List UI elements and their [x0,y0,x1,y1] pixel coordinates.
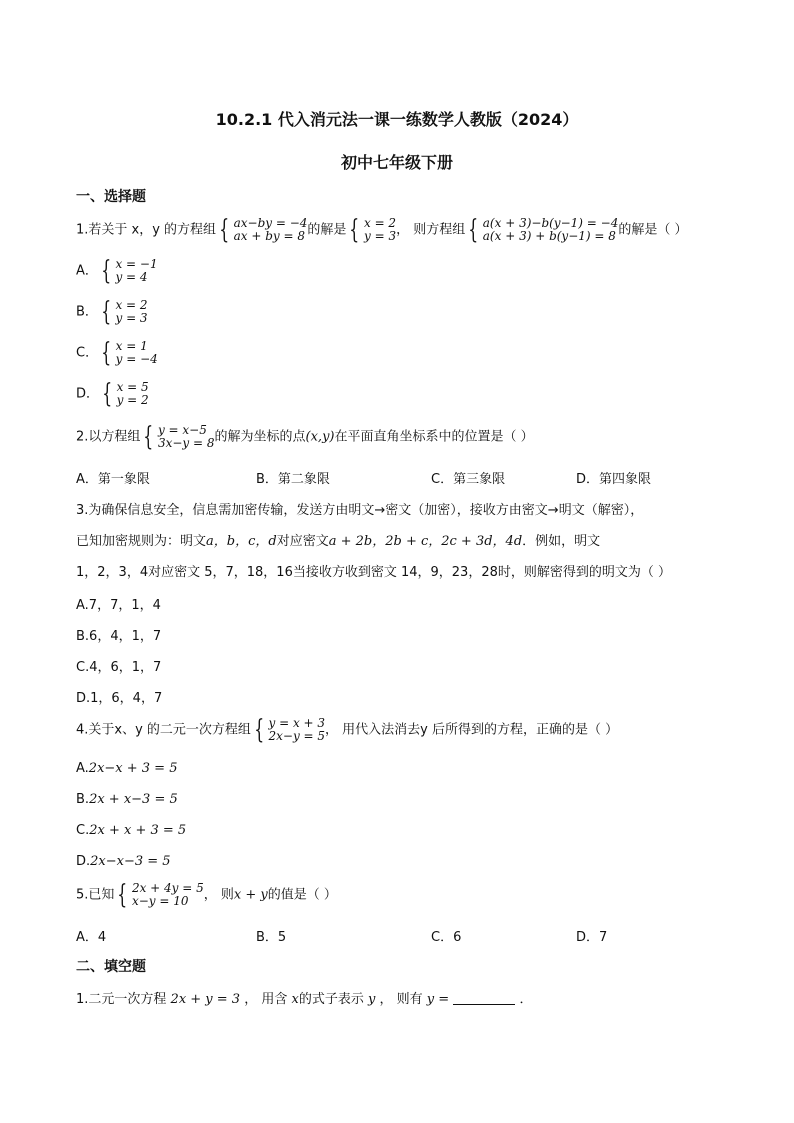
option-c[interactable]: C．6 [431,930,462,945]
option-a[interactable]: A.7，7，1，4 [76,598,161,613]
section-heading-choice: 一、选择题 [76,189,146,205]
option-c[interactable]: C.4，6，1，7 [76,660,162,675]
equation-system: { y = x + 3 2x−y = 5 [254,715,326,745]
equation-system: { a(x + 3)−b(y−1) = −4 a(x + 3) + b(y−1) = 8 [468,215,619,245]
question-2: 2.以方程组 { y = x−5 3x−y = 8 的解为坐标的点(x,y)在平面直角坐标系中的位置是（ ） [76,422,534,452]
question-3-line-3: 1，2，3，4对应密文 5，7，18，16当接收方收到密文 14，9，23，28时，则解密得到的明文为（ ） [76,565,672,580]
equation-system: { x = 2 y = 3 [349,215,397,245]
option-a[interactable]: A．4 [76,930,107,945]
equation-system: { y = x−5 3x−y = 8 [143,422,215,452]
question-3-line-2: 已知加密规则为：明文a，b，c，d对应密文a + 2b，2b + c，2c + 3d，4d．例如，明文 [76,534,601,549]
option-a[interactable]: A.2x−x + 3 = 5 [76,761,178,776]
option-d[interactable]: D.2x−x−3 = 5 [76,854,171,869]
question-4: 4.关于x、y 的二元一次方程组 { y = x + 3 2x−y = 5 ， 用代入法消去y 后所得到的方程，正确的是（ ） [76,715,619,745]
option-d[interactable]: D.1，6，4，7 [76,691,163,706]
question-3-line-1: 3.为确保信息安全，信息需加密传输，发送方由明文→密文（加密），接收方由密文→明文（解密）， [76,503,644,518]
option-a[interactable]: A．第一象限 [76,472,150,487]
section-heading-fill: 二、填空题 [76,959,146,975]
equation-system: { ax−by = −4 ax + by = 8 [219,215,308,245]
option-c[interactable]: C.2x + x + 3 = 5 [76,823,187,838]
option-b[interactable]: B． { x = 2 y = 3 [76,297,148,327]
question-1: 1.若关于 x，y 的方程组 { ax−by = −4 ax + by = 8 的解是 { x = 2 y = 3 ， 则方程组 { a(x + 3)−b(y−1) = −4 a(x + 3) + b(y−1) = 8 的解是（ ） [76,215,688,245]
option-b[interactable]: B.6，4，1，7 [76,629,162,644]
option-b[interactable]: B．第二象限 [256,472,330,487]
option-d[interactable]: D． { x = 5 y = 2 [76,379,149,409]
fill-question-1: 1.二元一次方程 2x + y = 3 ， 用含 x的式子表示 y ， 则有 y = ． [76,992,533,1007]
document-subtitle: 初中七年级下册 [340,153,453,172]
equation-system: { 2x + 4y = 5 x−y = 10 [117,880,204,910]
option-d[interactable]: D．第四象限 [576,472,652,487]
option-c[interactable]: C． { x = 1 y = −4 [76,338,158,368]
question-5: 5.已知 { 2x + 4y = 5 x−y = 10 ， 则x + y的值是（ ） [76,880,337,910]
option-b[interactable]: B.2x + x−3 = 5 [76,792,178,807]
option-a[interactable]: A． { x = −1 y = 4 [76,256,158,286]
option-b[interactable]: B．5 [256,930,287,945]
answer-blank[interactable] [453,992,515,1005]
option-d[interactable]: D．7 [576,930,608,945]
option-c[interactable]: C．第三象限 [431,472,506,487]
document-title: 10.2.1 代入消元法一课一练数学人教版（2024） [215,110,579,129]
